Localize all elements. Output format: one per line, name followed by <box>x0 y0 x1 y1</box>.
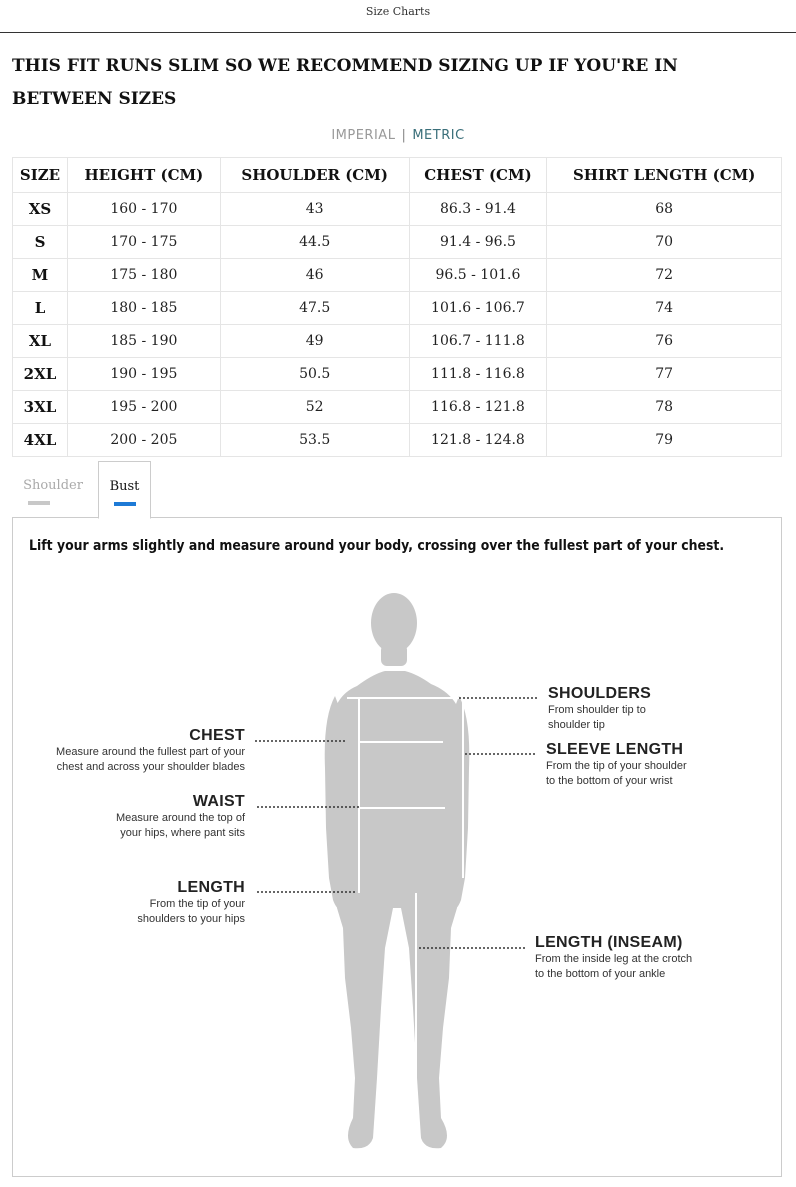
shoulder-cell: 49 <box>220 325 409 358</box>
table-row <box>13 226 782 259</box>
size-cell: 2XL <box>13 358 68 391</box>
tab-shoulder[interactable] <box>12 461 94 517</box>
shoulder-cell: 50.5 <box>220 358 409 391</box>
tab-bust[interactable] <box>98 461 151 519</box>
imperial-toggle[interactable]: IMPERIAL <box>331 128 396 143</box>
inseam-desc-line1: From the inside leg at the crotch <box>535 953 693 965</box>
size-cell: 4XL <box>13 424 68 457</box>
size-cell: L <box>13 292 68 325</box>
chest-cell: 86.3 - 91.4 <box>409 193 547 226</box>
shirt-length-cell: 68 <box>547 193 782 226</box>
measurement-instruction: Lift your arms slightly and measure around your body, crossing over the fullest part of your chest. <box>29 538 725 554</box>
chest-cell: 111.8 - 116.8 <box>409 358 547 391</box>
shoulder-cell: 44.5 <box>220 226 409 259</box>
fit-headline: THIS FIT RUNS SLIM SO WE RECOMMEND SIZING UP IF YOU'RE IN BETWEEN SIZES <box>12 56 678 109</box>
sleeve-length-title: SLEEVE LENGTH <box>546 741 684 758</box>
shirt-length-cell: 74 <box>547 292 782 325</box>
length-desc-line1: From the tip of your <box>149 898 245 910</box>
shoulders-annotation <box>548 685 768 733</box>
shoulder-cell: 43 <box>220 193 409 226</box>
sleeve-length-annotation <box>546 741 771 789</box>
column-header-shoulder: SHOULDER (CM) <box>220 158 409 193</box>
size-cell: S <box>13 226 68 259</box>
table-row <box>13 358 782 391</box>
size-cell: M <box>13 259 68 292</box>
inseam-desc-line2: to the bottom of your ankle <box>535 968 666 980</box>
shoulders-desc-line1: From shoulder tip to <box>548 704 646 716</box>
column-header-shirt-length: SHIRT LENGTH (CM) <box>547 158 782 193</box>
table-header-row <box>13 158 782 193</box>
shoulder-cell: 52 <box>220 391 409 424</box>
tab-bust-indicator <box>114 502 136 506</box>
measurement-panel <box>12 517 782 1177</box>
size-cell: XS <box>13 193 68 226</box>
size-table <box>12 157 782 457</box>
tab-shoulder-indicator <box>28 501 50 505</box>
unit-toggle <box>0 128 796 143</box>
table-row <box>13 325 782 358</box>
unit-separator: | <box>401 128 407 143</box>
chest-cell: 96.5 - 101.6 <box>409 259 547 292</box>
chest-cell: 91.4 - 96.5 <box>409 226 547 259</box>
shoulder-cell: 47.5 <box>220 292 409 325</box>
chest-cell: 101.6 - 106.7 <box>409 292 547 325</box>
waist-desc-line2: your hips, where pant sits <box>120 827 245 839</box>
tab-shoulder-label: Shoulder <box>23 478 83 493</box>
body-silhouette <box>325 593 470 1148</box>
inseam-title: LENGTH (INSEAM) <box>535 934 683 951</box>
top-bar <box>0 0 796 33</box>
waist-annotation <box>33 793 245 841</box>
waist-desc-line1: Measure around the top of <box>115 812 245 824</box>
body-diagram <box>13 578 781 1168</box>
height-cell: 185 - 190 <box>67 325 220 358</box>
length-title: LENGTH <box>177 879 245 896</box>
size-cell: XL <box>13 325 68 358</box>
height-cell: 175 - 180 <box>67 259 220 292</box>
shirt-length-cell: 72 <box>547 259 782 292</box>
chest-desc-line1: Measure around the fullest part of your <box>56 746 245 758</box>
chest-title: CHEST <box>189 727 245 744</box>
size-cell: 3XL <box>13 391 68 424</box>
inseam-annotation <box>535 934 771 982</box>
height-cell: 200 - 205 <box>67 424 220 457</box>
shoulders-title: SHOULDERS <box>548 685 652 702</box>
page-title: Size Charts <box>365 5 431 18</box>
length-desc-line2: shoulders to your hips <box>137 913 245 925</box>
sleeve-length-desc-line2: to the bottom of your wrist <box>546 775 673 787</box>
chest-cell: 106.7 - 111.8 <box>409 325 547 358</box>
shoulders-desc-line2: shoulder tip <box>548 719 605 731</box>
metric-toggle[interactable]: METRIC <box>412 128 465 143</box>
shoulder-cell: 53.5 <box>220 424 409 457</box>
height-cell: 195 - 200 <box>67 391 220 424</box>
height-cell: 170 - 175 <box>67 226 220 259</box>
height-cell: 190 - 195 <box>67 358 220 391</box>
chest-cell: 116.8 - 121.8 <box>409 391 547 424</box>
shirt-length-cell: 78 <box>547 391 782 424</box>
table-row <box>13 391 782 424</box>
height-cell: 160 - 170 <box>67 193 220 226</box>
chest-annotation <box>33 727 245 775</box>
chest-desc-line2: chest and across your shoulder blades <box>56 761 245 773</box>
shirt-length-cell: 70 <box>547 226 782 259</box>
column-header-size: SIZE <box>13 158 68 193</box>
chest-cell: 121.8 - 124.8 <box>409 424 547 457</box>
height-cell: 180 - 185 <box>67 292 220 325</box>
table-row <box>13 193 782 226</box>
shirt-length-cell: 79 <box>547 424 782 457</box>
waist-title: WAIST <box>192 793 245 810</box>
sleeve-length-desc-line1: From the tip of your shoulder <box>546 760 687 772</box>
tab-bust-label: Bust <box>109 479 140 494</box>
length-annotation <box>33 879 245 927</box>
table-row <box>13 259 782 292</box>
table-row <box>13 292 782 325</box>
column-header-chest: CHEST (CM) <box>409 158 547 193</box>
shoulder-cell: 46 <box>220 259 409 292</box>
shirt-length-cell: 77 <box>547 358 782 391</box>
shirt-length-cell: 76 <box>547 325 782 358</box>
column-header-height: HEIGHT (CM) <box>67 158 220 193</box>
table-row <box>13 424 782 457</box>
